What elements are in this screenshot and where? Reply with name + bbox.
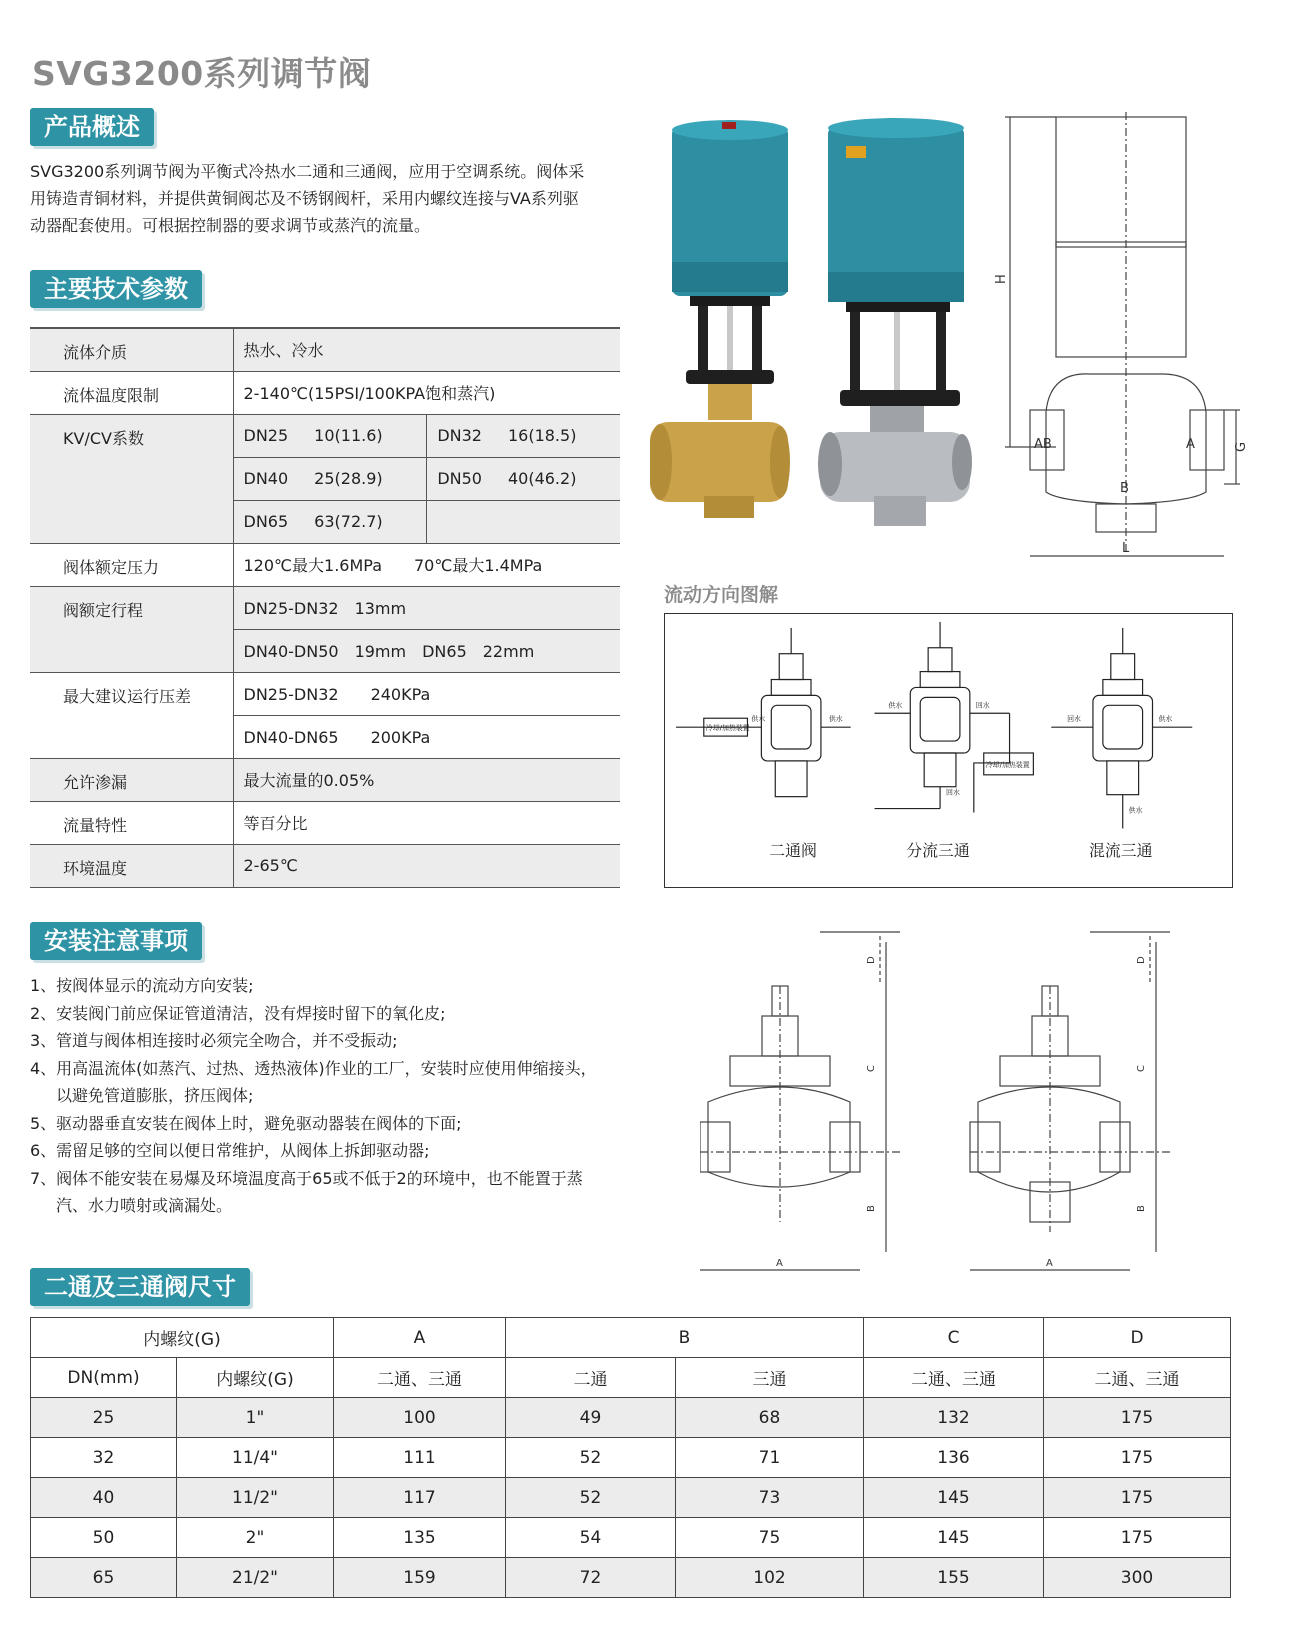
drawing-letter-h: H	[994, 274, 1009, 284]
table-cell: 175	[1044, 1398, 1231, 1438]
two-way-valve-schematic	[676, 628, 851, 797]
spec-value: 2-65℃	[233, 844, 620, 887]
overview-text	[30, 158, 642, 239]
table-cell: 50	[31, 1518, 177, 1558]
table-cell: 136	[864, 1438, 1044, 1478]
spec-label: 流体介质	[30, 328, 233, 371]
dim-letter-c: C	[866, 1065, 877, 1072]
page-title: SVG3200系列调节阀	[32, 54, 372, 93]
spec-label: 阀体额定压力	[30, 543, 233, 586]
installation-clearance-drawing	[700, 922, 1260, 1287]
table-header-cell: 二通、三通	[1044, 1358, 1231, 1398]
table-cell: 52	[506, 1438, 676, 1478]
dimensions-table	[30, 1317, 1231, 1598]
dim-letter-b: B	[866, 1205, 877, 1212]
table-header-cell: C	[864, 1318, 1044, 1358]
table-row	[30, 758, 620, 801]
flow-label-supply: 供水	[888, 701, 903, 710]
table-header-cell: D	[1044, 1318, 1231, 1358]
table-cell: 32	[31, 1438, 177, 1478]
spec-label: 阀额定行程	[30, 586, 233, 672]
product-illustrations	[650, 112, 1270, 572]
flow-label-return: 回水	[946, 788, 960, 797]
kv-cell: DN50 40(46.2)	[427, 457, 620, 500]
spec-label: 流体温度限制	[30, 371, 233, 414]
spec-value: 120℃最大1.6MPa 70℃最大1.4MPa	[233, 543, 620, 586]
table-header-cell: A	[334, 1318, 506, 1358]
spec-value: DN25-DN32 240KPa	[233, 672, 620, 715]
table-cell: 49	[506, 1398, 676, 1438]
list-item: 4、用高温流体(如蒸汽、过热、透热液体)作业的工厂，安装时应使用伸缩接头，	[30, 1058, 597, 1078]
table-cell: 117	[334, 1478, 506, 1518]
table-cell: 111	[334, 1438, 506, 1478]
flow-caption-diverting: 分流三通	[906, 841, 970, 861]
table-cell: 175	[1044, 1438, 1231, 1478]
table-cell: 21/2"	[177, 1558, 334, 1598]
list-item: 1、按阀体显示的流动方向安装;	[30, 976, 254, 995]
flow-label-device: 冷却/加热装置	[985, 760, 1030, 769]
table-row	[30, 672, 620, 715]
list-item: 7、阀体不能安装在易爆及环境温度高于65或不低于2的环境中，也不能置于蒸	[30, 1168, 583, 1188]
table-row	[30, 543, 620, 586]
table-cell: 155	[864, 1558, 1044, 1598]
table-row	[30, 586, 620, 629]
spec-label: 环境温度	[30, 844, 233, 887]
list-item: 6、需留足够的空间以便日常维护，从阀体上拆卸驱动器;	[30, 1141, 430, 1160]
dim-letter-a: A	[1046, 1258, 1053, 1269]
table-header-cell: 二通、三通	[334, 1358, 506, 1398]
table-header-row	[31, 1358, 1231, 1398]
dim-letter-b: B	[1136, 1205, 1147, 1212]
table-row	[31, 1558, 1231, 1598]
spec-value: 最大流量的0.05%	[233, 758, 620, 801]
table-cell: 40	[31, 1478, 177, 1518]
table-row	[30, 328, 620, 371]
table-header-cell: 三通	[676, 1358, 864, 1398]
table-header-cell: B	[506, 1318, 864, 1358]
spec-value: DN25-DN32 13mm	[233, 586, 620, 629]
table-cell: 68	[676, 1398, 864, 1438]
table-header-cell: 内螺纹(G)	[177, 1358, 334, 1398]
flow-diagram	[664, 613, 1233, 888]
drawing-letter-ab: AB	[1034, 437, 1052, 452]
table-cell: 175	[1044, 1478, 1231, 1518]
table-cell: 54	[506, 1518, 676, 1558]
three-way-section-drawing	[970, 932, 1170, 1270]
spec-value: DN40-DN50 19mm DN65 22mm	[233, 629, 620, 672]
list-item: 汽、水力喷射或滴漏处。	[56, 1196, 233, 1215]
steel-valve-photo	[818, 118, 972, 526]
table-cell: 25	[31, 1398, 177, 1438]
table-row	[31, 1438, 1231, 1478]
flow-diagram-title: 流动方向图解	[664, 584, 779, 606]
overview-line: 动器配套使用。可根据控制器的要求调节或蒸汽的流量。	[30, 216, 431, 235]
dim-letter-c: C	[1136, 1065, 1147, 1072]
table-row	[30, 414, 620, 457]
table-cell: 300	[1044, 1558, 1231, 1598]
table-cell: 145	[864, 1518, 1044, 1558]
spec-label: 流量特性	[30, 801, 233, 844]
table-cell: 65	[31, 1558, 177, 1598]
dim-letter-d: D	[866, 956, 877, 964]
flow-label-supply: 供水	[828, 715, 843, 724]
flow-caption-two-way: 二通阀	[769, 841, 817, 861]
spec-value: 2-140℃(15PSI/100KPA饱和蒸汽)	[233, 371, 620, 414]
section-overview-heading: 产品概述	[30, 108, 154, 146]
table-row	[30, 371, 620, 414]
table-cell: 159	[334, 1558, 506, 1598]
mixing-valve-schematic	[1051, 628, 1192, 829]
table-cell: 73	[676, 1478, 864, 1518]
overview-line: 用铸造青铜材料，并提供黄铜阀芯及不锈钢阀杆，采用内螺纹连接与VA系列驱	[30, 189, 579, 208]
spec-value: 等百分比	[233, 801, 620, 844]
dim-letter-a: A	[776, 1258, 783, 1269]
flow-label-supply: 供水	[1128, 806, 1143, 815]
flow-label-device: 冷却/加热装置	[705, 724, 750, 733]
spec-label: KV/CV系数	[30, 414, 233, 543]
table-row	[30, 801, 620, 844]
flow-caption-mixing: 混流三通	[1088, 841, 1153, 861]
drawing-letter-g: G	[1234, 441, 1249, 452]
drawing-letter-b: B	[1120, 481, 1129, 496]
section-specs-heading: 主要技术参数	[30, 270, 202, 308]
table-cell: 52	[506, 1478, 676, 1518]
brass-valve-photo	[650, 120, 790, 518]
table-cell: 100	[334, 1398, 506, 1438]
dim-letter-d: D	[1136, 956, 1147, 964]
table-row	[30, 844, 620, 887]
diverting-valve-schematic	[875, 622, 1034, 813]
drawing-letter-l: L	[1122, 541, 1130, 556]
spec-label: 允许渗漏	[30, 758, 233, 801]
install-notes-list	[30, 972, 670, 1220]
kv-cell: DN32 16(18.5)	[427, 414, 620, 457]
table-row	[31, 1518, 1231, 1558]
table-cell: 132	[864, 1398, 1044, 1438]
table-header-row	[31, 1318, 1231, 1358]
drawing-letter-a: A	[1186, 437, 1195, 452]
table-header-cell: 内螺纹(G)	[31, 1318, 334, 1358]
two-way-section-drawing	[700, 932, 900, 1270]
kv-cell: DN65 63(72.7)	[233, 500, 427, 543]
table-cell: 145	[864, 1478, 1044, 1518]
table-cell: 11/2"	[177, 1478, 334, 1518]
flow-label-return: 回水	[1067, 715, 1082, 724]
list-item: 3、管道与阀体相连接时必须完全吻合，并不受振动;	[30, 1031, 398, 1050]
table-cell: 2"	[177, 1518, 334, 1558]
table-cell: 135	[334, 1518, 506, 1558]
overview-line: SVG3200系列调节阀为平衡式冷热水二通和三通阀，应用于空调系统。阀体采	[30, 162, 585, 181]
kv-cell: DN25 10(11.6)	[233, 414, 427, 457]
table-header-cell: 二通、三通	[864, 1358, 1044, 1398]
table-row	[31, 1398, 1231, 1438]
flow-label-supply: 供水	[751, 715, 766, 724]
table-header-cell: DN(mm)	[31, 1358, 177, 1398]
list-item: 以避免管道膨胀，挤压阀体;	[56, 1086, 254, 1105]
table-cell: 72	[506, 1558, 676, 1598]
flow-label-supply: 供水	[1158, 715, 1173, 724]
table-cell: 71	[676, 1438, 864, 1478]
spec-value: 热水、冷水	[233, 328, 620, 371]
spec-value: DN40-DN65 200KPa	[233, 715, 620, 758]
table-cell: 102	[676, 1558, 864, 1598]
table-header-cell: 二通	[506, 1358, 676, 1398]
list-item: 2、安装阀门前应保证管道清洁，没有焊接时留下的氧化皮;	[30, 1003, 446, 1023]
spec-table	[30, 327, 620, 888]
table-cell: 1"	[177, 1398, 334, 1438]
table-row	[31, 1478, 1231, 1518]
spec-label: 最大建议运行压差	[30, 672, 233, 758]
kv-cell: DN40 25(28.9)	[233, 457, 427, 500]
list-item: 5、驱动器垂直安装在阀体上时，避免驱动器装在阀体的下面;	[30, 1113, 462, 1133]
table-cell: 11/4"	[177, 1438, 334, 1478]
table-cell: 75	[676, 1518, 864, 1558]
flow-label-return: 回水	[975, 701, 990, 710]
kv-cell	[427, 500, 620, 543]
section-install-heading: 安装注意事项	[30, 922, 202, 960]
section-dims-heading: 二通及三通阀尺寸	[30, 1268, 250, 1306]
table-cell: 175	[1044, 1518, 1231, 1558]
